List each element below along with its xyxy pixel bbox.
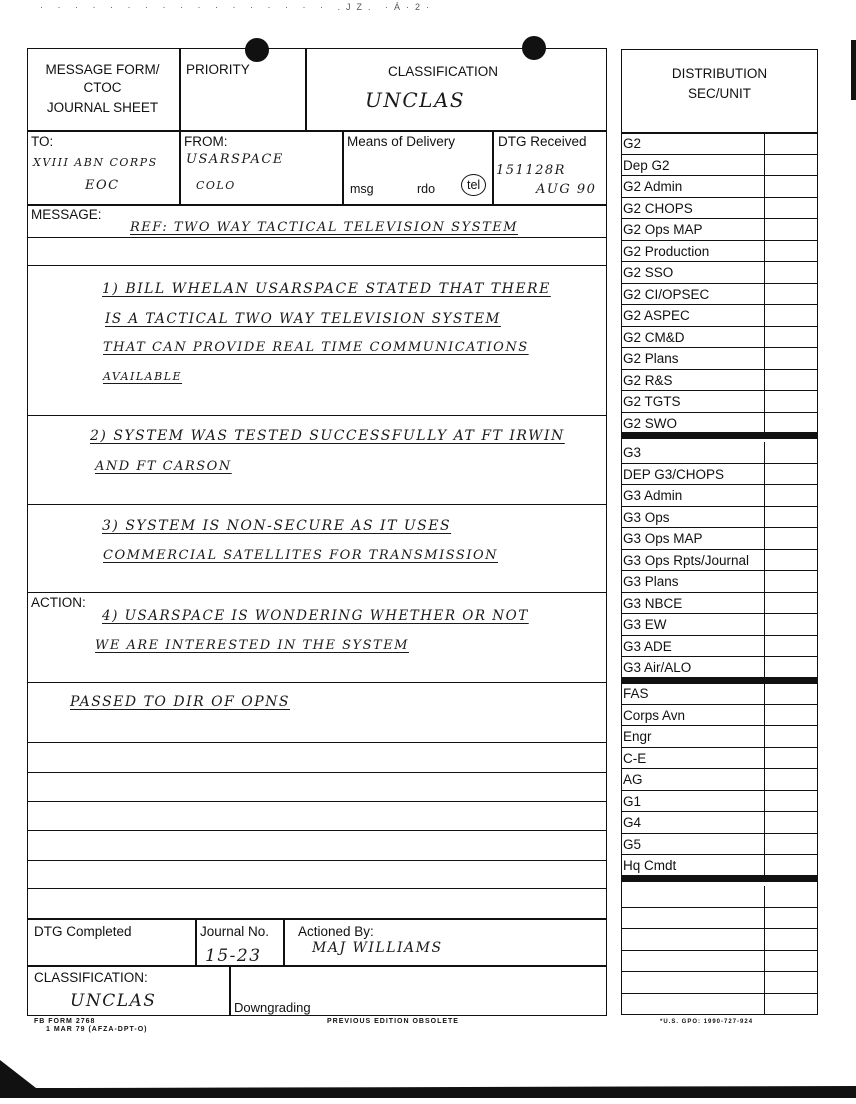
- form-title: MESSAGE FORM/ CTOC JOURNAL SHEET: [45, 62, 160, 116]
- distribution-row: [622, 133, 817, 155]
- action-label: ACTION:: [31, 595, 86, 610]
- distribution-row: [622, 791, 817, 813]
- distribution-check-cell: [764, 442, 765, 463]
- message-line: 3) SYSTEM IS NON-SECURE AS IT USES: [102, 518, 452, 534]
- journal-no-label: Journal No.: [200, 924, 270, 939]
- distribution-row: [622, 348, 817, 370]
- distribution-row: [622, 705, 817, 727]
- dtg-completed-label: DTG Completed: [34, 924, 132, 939]
- distribution-row: [622, 908, 817, 930]
- distribution-row-label: Engr: [623, 729, 652, 744]
- distribution-row: [622, 726, 817, 748]
- message-line: 1) BILL WHELAN USARSPACE STATED THAT THERE: [102, 281, 551, 297]
- distribution-check-cell: [764, 886, 765, 907]
- from-label: FROM:: [184, 134, 228, 149]
- actioned-by-value: MAJ WILLIAMS: [312, 940, 443, 956]
- distribution-row-label: G2 TGTS: [623, 394, 681, 409]
- distribution-row: [622, 219, 817, 241]
- distribution-header: DISTRIBUTION SEC/UNIT: [671, 66, 768, 101]
- message-line-passed: PASSED TO DIR OF OPNS: [70, 694, 290, 710]
- scan-shadow-bottom: [0, 1060, 856, 1104]
- distribution-check-cell: [764, 507, 765, 528]
- distribution-check-cell: [764, 391, 765, 412]
- distribution-row-label: G2: [623, 136, 642, 151]
- distribution-row: [622, 593, 817, 615]
- distribution-check-cell: [764, 994, 765, 1015]
- distribution-row: [622, 485, 817, 507]
- distribution-check-cell: [764, 855, 765, 876]
- actioned-by-label: Actioned By:: [298, 924, 374, 939]
- distribution-check-cell: [764, 528, 765, 549]
- distribution-row-label: G3 Ops MAP: [623, 531, 703, 546]
- distribution-row-label: Dep G2: [623, 157, 670, 173]
- message-line-ref: REF: TWO WAY TACTICAL TELEVISION SYSTEM: [130, 220, 519, 235]
- distribution-row: [622, 855, 817, 877]
- distribution-row: [622, 391, 817, 413]
- distribution-check-cell: [764, 726, 765, 747]
- message-line: THAT CAN PROVIDE REAL TIME COMMUNICATIONS: [103, 340, 529, 355]
- message-line: AND FT CARSON: [95, 459, 232, 474]
- from-value-colo: COLO: [196, 179, 236, 192]
- distribution-check-cell: [764, 929, 765, 950]
- distribution-group-separator: [622, 875, 817, 882]
- message-label: MESSAGE:: [31, 207, 102, 222]
- distribution-check-cell: [764, 636, 765, 657]
- classification-value: UNCLAS: [365, 88, 466, 112]
- distribution-row-label: G2 R&S: [623, 372, 673, 388]
- message-line: AVAILABLE: [103, 370, 183, 383]
- distribution-row-label: G4: [623, 815, 642, 830]
- distribution-row-label: G2 Production: [623, 243, 710, 259]
- distribution-check-cell: [764, 262, 765, 283]
- distribution-row-label: G3 Ops Rpts/Journal: [623, 552, 750, 568]
- punch-hole-right: [522, 36, 546, 60]
- distribution-row-label: FAS: [623, 686, 649, 701]
- distribution-row-label: G2 SSO: [623, 265, 674, 280]
- classification-bottom-value: UNCLAS: [70, 991, 157, 1011]
- distribution-row: [622, 241, 817, 263]
- distribution-check-cell: [764, 485, 765, 506]
- distribution-row-label: G1: [623, 793, 642, 809]
- distribution-row: [622, 176, 817, 198]
- form-number: FB FORM 2768: [34, 1018, 96, 1025]
- distribution-row: [622, 284, 817, 306]
- distribution-check-cell: [764, 951, 765, 972]
- distribution-row-label: G2 SWO: [623, 415, 678, 431]
- distribution-row: [622, 636, 817, 658]
- distribution-row-label: G3 Air/ALO: [623, 660, 692, 675]
- classification-bottom-label: CLASSIFICATION:: [34, 970, 148, 985]
- distribution-check-cell: [764, 683, 765, 704]
- distribution-row-label: G3: [623, 445, 642, 460]
- distribution-row-label: C-E: [623, 750, 647, 766]
- to-label: TO:: [31, 134, 54, 149]
- distribution-row-label: G2 Ops MAP: [623, 222, 703, 237]
- priority-label: PRIORITY: [186, 62, 250, 77]
- distribution-check-cell: [764, 327, 765, 348]
- distribution-row: [622, 929, 817, 951]
- distribution-row-label: G2 Plans: [623, 351, 679, 366]
- means-msg: msg: [350, 182, 374, 196]
- distribution-row: [622, 812, 817, 834]
- from-value: USARSPACE: [186, 152, 284, 167]
- message-line: 2) SYSTEM WAS TESTED SUCCESSFULLY AT FT IRWIN: [90, 428, 565, 444]
- distribution-check-cell: [764, 464, 765, 485]
- distribution-check-cell: [764, 834, 765, 855]
- form-date: 1 MAR 79 (AFZA-DPT-O): [46, 1026, 148, 1033]
- distribution-check-cell: [764, 791, 765, 812]
- distribution-row-label: G3 Plans: [623, 574, 679, 589]
- message-line: COMMERCIAL SATELLITES FOR TRANSMISSION: [103, 548, 499, 563]
- distribution-group-separator: [622, 432, 817, 439]
- distribution-check-cell: [764, 593, 765, 614]
- distribution-check-cell: [764, 705, 765, 726]
- distribution-row-label: G2 CI/OPSEC: [623, 286, 710, 302]
- distribution-check-cell: [764, 219, 765, 240]
- distribution-row: [622, 748, 817, 770]
- gpo-note: *U.S. GPO: 1990-727-924: [660, 1019, 754, 1025]
- distribution-row: [622, 657, 817, 679]
- distribution-check-cell: [764, 198, 765, 219]
- distribution-row: [622, 155, 817, 177]
- dtg-received-month: AUG 90: [536, 182, 597, 197]
- distribution-row: [622, 614, 817, 636]
- header-strip: · · · · · · · · · · · · · · · · · .JZ. ·Á·2·: [40, 2, 435, 12]
- distribution-check-cell: [764, 413, 765, 434]
- message-line: IS A TACTICAL TWO WAY TELEVISION SYSTEM: [105, 311, 501, 327]
- distribution-row: [622, 305, 817, 327]
- distribution-row: [622, 464, 817, 486]
- distribution-row: [622, 769, 817, 791]
- distribution-check-cell: [764, 241, 765, 262]
- distribution-check-cell: [764, 305, 765, 326]
- distribution-row-label: G5: [623, 836, 642, 852]
- dtg-received-label: DTG Received: [498, 134, 587, 149]
- to-value: XVIII ABN CORPS: [33, 156, 158, 169]
- journal-no-value: 15-23: [205, 946, 262, 966]
- distribution-check-cell: [764, 284, 765, 305]
- distribution-row-label: G2 ASPEC: [623, 308, 690, 323]
- distribution-row: [622, 550, 817, 572]
- distribution-row-label: G3 Admin: [623, 488, 683, 503]
- distribution-row: [622, 370, 817, 392]
- classification-label: CLASSIFICATION: [388, 64, 499, 79]
- distribution-row-label: G3 EW: [623, 617, 667, 632]
- distribution-check-cell: [764, 972, 765, 993]
- downgrading-label: Downgrading: [234, 1000, 311, 1015]
- distribution-check-cell: [764, 614, 765, 635]
- distribution-row-label: G2 CM&D: [623, 329, 685, 345]
- distribution-check-cell: [764, 657, 765, 678]
- distribution-row: [622, 951, 817, 973]
- distribution-row: [622, 262, 817, 284]
- punch-hole-left: [245, 38, 269, 62]
- distribution-row: [622, 442, 817, 464]
- distribution-row: [622, 198, 817, 220]
- means-tel-circled: tel: [461, 174, 486, 196]
- distribution-check-cell: [764, 348, 765, 369]
- distribution-row: [622, 683, 817, 705]
- means-rdo: rdo: [417, 182, 436, 196]
- distribution-check-cell: [764, 550, 765, 571]
- dtg-received-value: 151128R: [496, 163, 566, 178]
- distribution-row: [622, 886, 817, 908]
- distribution-check-cell: [764, 176, 765, 197]
- distribution-row-label: G3 NBCE: [623, 595, 683, 611]
- distribution-row-label: G3 Ops: [623, 509, 670, 525]
- distribution-row: [622, 834, 817, 856]
- to-value-eoc: EOC: [85, 178, 120, 193]
- distribution-row-label: DEP G3/CHOPS: [623, 466, 725, 482]
- distribution-check-cell: [764, 370, 765, 391]
- distribution-check-cell: [764, 133, 765, 154]
- scan-edge-right: [851, 40, 856, 100]
- message-line: 4) USARSPACE IS WONDERING WHETHER OR NOT: [102, 608, 529, 624]
- distribution-row: [622, 413, 817, 435]
- distribution-row: [622, 528, 817, 550]
- distribution-row: [622, 994, 817, 1016]
- message-line: WE ARE INTERESTED IN THE SYSTEM: [95, 638, 409, 653]
- distribution-row-label: G2 CHOPS: [623, 200, 693, 216]
- distribution-row-label: AG: [623, 772, 643, 787]
- distribution-check-cell: [764, 748, 765, 769]
- distribution-row-label: Hq Cmdt: [623, 858, 677, 873]
- distribution-row: [622, 972, 817, 994]
- distribution-row: [622, 327, 817, 349]
- distribution-check-cell: [764, 155, 765, 176]
- distribution-row-label: Corps Avn: [623, 707, 686, 723]
- previous-edition-note: PREVIOUS EDITION OBSOLETE: [327, 1018, 459, 1025]
- distribution-check-cell: [764, 571, 765, 592]
- distribution-check-cell: [764, 769, 765, 790]
- distribution-check-cell: [764, 812, 765, 833]
- means-of-delivery-label: Means of Delivery: [347, 134, 456, 149]
- distribution-row-label: G2 Admin: [623, 179, 683, 194]
- distribution-row-label: G3 ADE: [623, 638, 672, 654]
- distribution-row: [622, 571, 817, 593]
- distribution-row: [622, 507, 817, 529]
- distribution-check-cell: [764, 908, 765, 929]
